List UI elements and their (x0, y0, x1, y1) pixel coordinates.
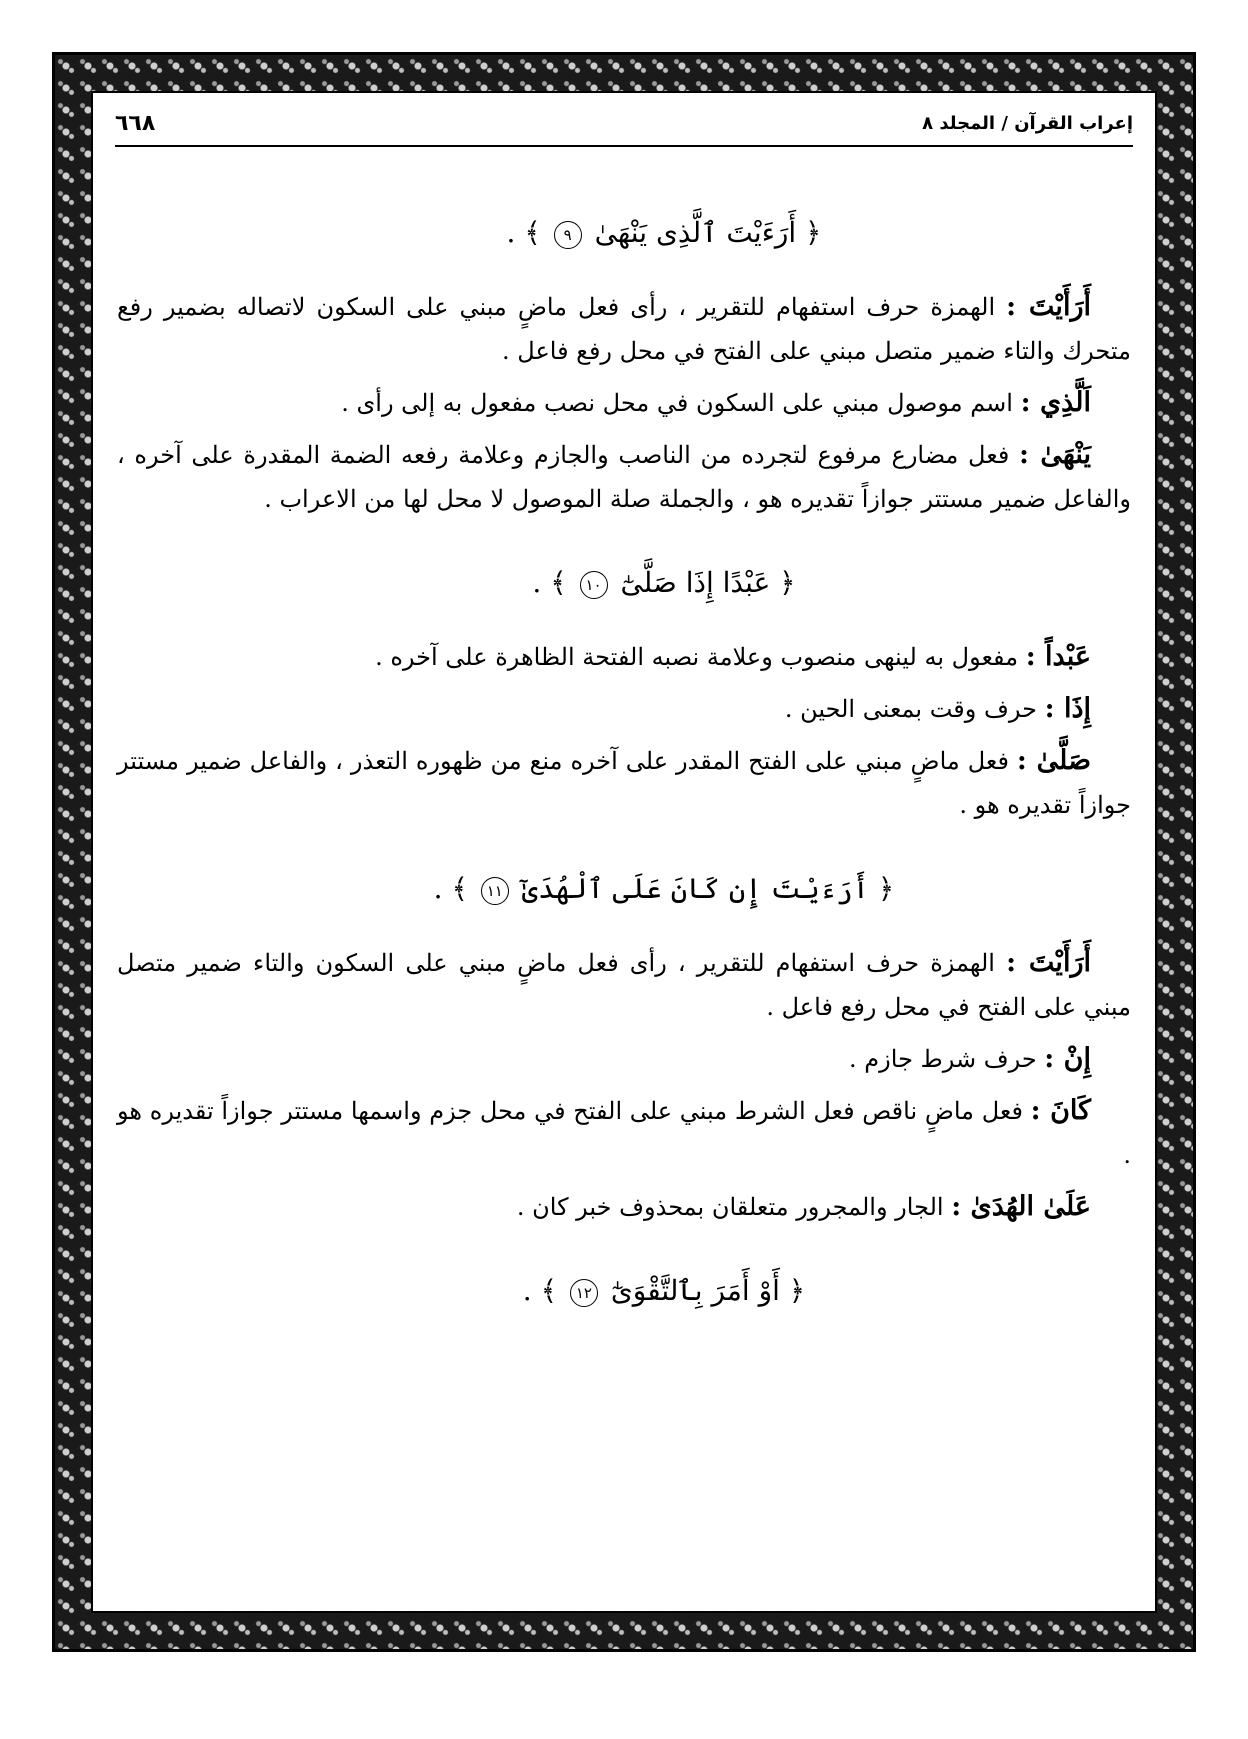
entry-term: إِنْ : (1044, 1043, 1091, 1074)
entry (117, 941, 1131, 1029)
verse-9 (117, 211, 1131, 255)
verse-close: ﴾ . (506, 216, 541, 249)
entry-term: يَنْهَىٰ : (1018, 439, 1091, 470)
entry (117, 635, 1131, 679)
verse-number: ١٠ (580, 571, 608, 599)
entry-text: مفعول به لينهى منصوب وعلامة نصبه الفتحة الظاهرة على آخره . (375, 643, 1026, 671)
ornamental-border (52, 52, 1196, 1652)
entry-term: اَلَّذِي : (1020, 387, 1091, 418)
verse-text: ﴿ أَرَءَيْتَ ٱلَّذِى يَنْهَىٰ (594, 216, 822, 249)
verse-text: ﴿ عَبْدًا إِذَا صَلَّىٰٓ (620, 566, 796, 599)
verse-number: ٩ (554, 221, 582, 249)
entry-text: حرف وقت بمعنى الحين . (784, 695, 1045, 723)
entry-text: الجار والمجرور متعلقان بمحذوف خبر كان . (516, 1193, 952, 1221)
page-number: ٦٦٨ (115, 110, 156, 136)
entry-term: كَانَ : (1030, 1095, 1092, 1126)
entry-term: صَلَّىٰ : (1016, 745, 1092, 776)
entry-text: اسم موصول مبني على السكون في محل نصب مفعول به إلى رأى . (341, 389, 1021, 417)
entry-text: فعل مضارع مرفوع لتجرده من الناصب والجازم وعلامة رفعه الضمة المقدرة على آخره ، والفاعل ضمير مستتر جوازاً تقديره هو ، والجملة صلة الموصول لا محل لها من الاعراب . (117, 441, 1131, 513)
entry-text: فعل ماضٍ مبني على الفتح المقدر على آخره منع من ظهوره التعذر ، والفاعل ضمير مستتر جوازاً تقديره هو . (117, 747, 1131, 819)
verse-11 (117, 867, 1131, 911)
verse-number: ١٢ (570, 1279, 598, 1307)
entry-term: إِذَا : (1044, 693, 1091, 724)
entry (117, 739, 1131, 827)
verse-text: ﴿ أَوْ أَمَرَ بِٱلتَّقْوَىٰٓ (610, 1274, 806, 1307)
entry (117, 433, 1131, 521)
entry-text: الهمزة حرف استفهام للتقرير ، رأى فعل ماضٍ مبني على السكون والتاء ضمير متصل مبني على الفتح في محل رفع فاعل . (117, 949, 1131, 1021)
running-title: إعراب القرآن / المجلد ٨ (922, 112, 1133, 134)
entry (117, 687, 1131, 731)
page (91, 91, 1157, 1613)
verse-close: ﴾ . (433, 872, 468, 905)
entry (117, 1037, 1131, 1081)
entry (117, 1185, 1131, 1229)
page-header (115, 101, 1133, 147)
entry-text: الهمزة حرف استفهام للتقرير ، رأى فعل ماضٍ مبني على السكون لاتصاله بضمير رفع متحرك والتاء ضمير متصل مبني على الفتح في محل رفع فاعل . (117, 293, 1131, 365)
entry (117, 1089, 1131, 1177)
entry-term: عَلَىٰ الهُدَىٰ : (951, 1191, 1091, 1222)
entry-term: أَرَأَيْتَ : (1006, 291, 1091, 322)
entry-term: أَرَأَيْتَ : (1006, 947, 1091, 978)
verse-number: ١١ (481, 877, 509, 905)
verse-close: ﴾ . (522, 1274, 558, 1307)
entry-text: فعل ماضٍ ناقص فعل الشرط مبني على الفتح في محل جزم واسمها مستتر جوازاً تقديره هو . (117, 1097, 1131, 1169)
verse-close: ﴾ . (532, 566, 567, 599)
verse-12 (117, 1269, 1131, 1313)
verse-text: ﴿ أَرَءَيْتَ إِن كَانَ عَلَى ٱلْهُدَىٰٓ (521, 872, 895, 905)
entry-term: عَبْداً : (1025, 641, 1091, 672)
entry (117, 285, 1131, 373)
page-content (117, 205, 1131, 1591)
entry (117, 381, 1131, 425)
verse-10 (117, 561, 1131, 605)
entry-text: حرف شرط جازم . (849, 1045, 1045, 1073)
